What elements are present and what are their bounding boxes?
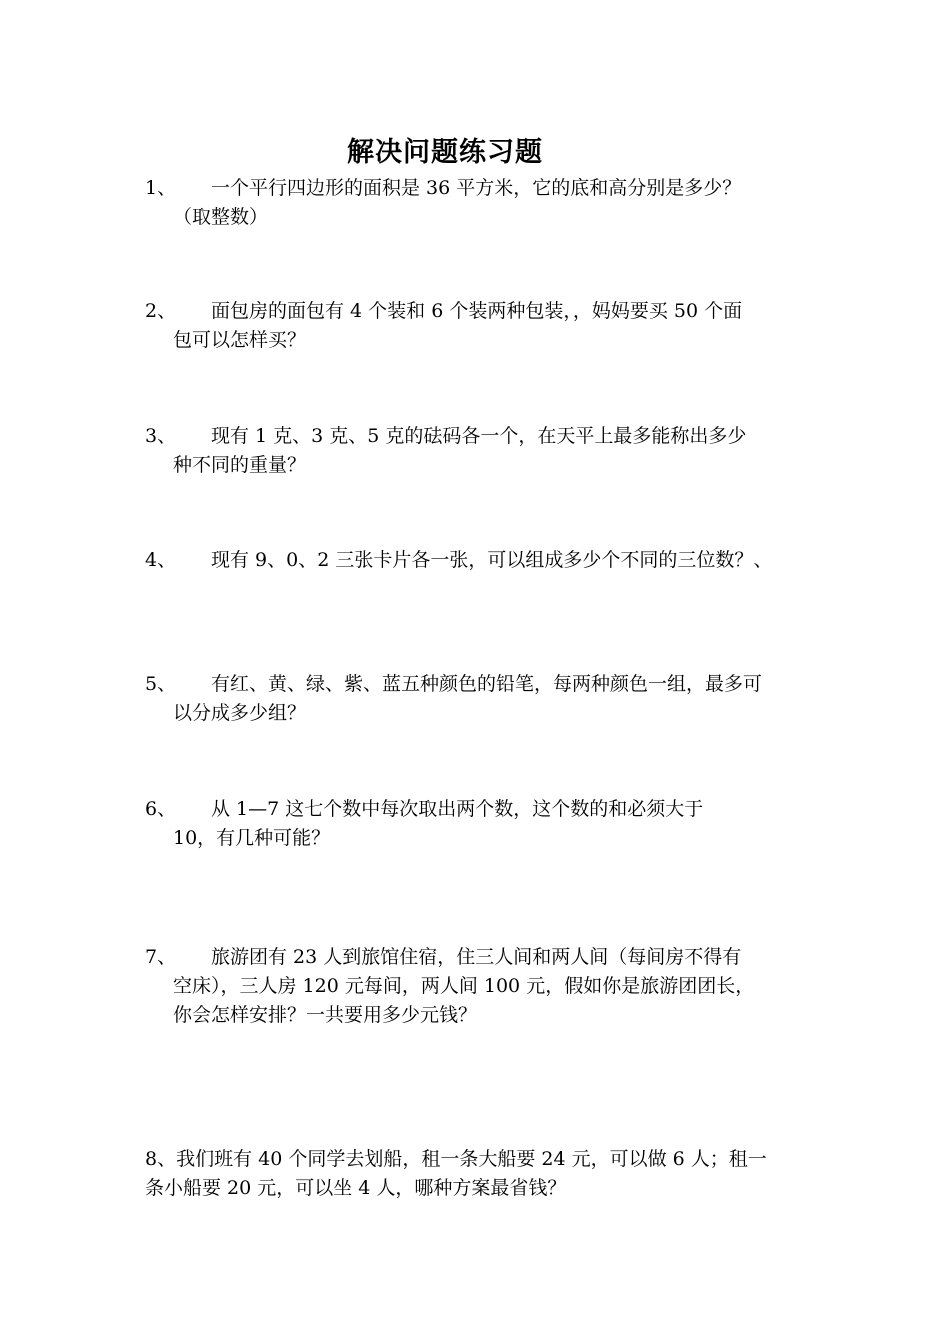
question-text-continued: 条小船要 20 元，可以坐 4 人，哪种方案最省钱？ bbox=[145, 1177, 567, 1199]
question-number: 5、 bbox=[145, 673, 177, 695]
question-number: 2、 bbox=[145, 300, 177, 322]
question-2 bbox=[145, 297, 825, 355]
question-text-continued: 以分成多少组？ bbox=[173, 702, 307, 724]
question-text-continued: （取整数） bbox=[173, 206, 269, 228]
question-7 bbox=[145, 943, 825, 1030]
question-text: 一个平行四边形的面积是 36 平方米，它的底和高分别是多少？ bbox=[211, 177, 742, 199]
question-text: 面包房的面包有 4 个装和 6 个装两种包装，，妈妈要买 50 个面 bbox=[211, 300, 743, 322]
question-text-continued: 种不同的重量？ bbox=[173, 454, 307, 476]
question-line bbox=[145, 546, 825, 575]
question-text: 从 1—7 这七个数中每次取出两个数，这个数的和必须大于 bbox=[211, 798, 704, 820]
page-title: 解决问题练习题 bbox=[347, 137, 543, 168]
question-line bbox=[145, 795, 825, 824]
question-number: 3、 bbox=[145, 425, 177, 447]
question-number: 1、 bbox=[145, 177, 177, 199]
question-text-continued: 你会怎样安排？一共要用多少元钱？ bbox=[173, 1004, 478, 1026]
question-1 bbox=[145, 174, 825, 232]
question-line bbox=[145, 422, 825, 451]
question-number: 6、 bbox=[145, 798, 177, 820]
question-5 bbox=[145, 670, 825, 728]
question-text-continued: 10，有几种可能？ bbox=[173, 827, 331, 849]
question-number: 4、 bbox=[145, 549, 177, 571]
question-text: 有红、黄、绿、紫、蓝五种颜色的铅笔，每两种颜色一组，最多可 bbox=[211, 673, 763, 695]
question-line bbox=[145, 943, 825, 972]
question-text: 现有 1 克、3 克、5 克的砝码各一个，在天平上最多能称出多少 bbox=[211, 425, 747, 447]
question-3 bbox=[145, 422, 825, 480]
question-text: 8、我们班有 40 个同学去划船，租一条大船要 24 元，可以做 6 人；租一 bbox=[145, 1148, 767, 1170]
question-text-continued: 包可以怎样买？ bbox=[173, 329, 307, 351]
question-text-continued: 空床），三人房 120 元每间，两人间 100 元，假如你是旅游团团长， bbox=[173, 975, 755, 997]
question-8 bbox=[145, 1145, 825, 1203]
question-4 bbox=[145, 546, 825, 575]
question-line bbox=[145, 670, 825, 699]
question-text: 现有 9、0、2 三张卡片各一张，可以组成多少个不同的三位数？、 bbox=[211, 549, 773, 571]
question-number: 7、 bbox=[145, 946, 177, 968]
question-6 bbox=[145, 795, 825, 853]
question-line bbox=[145, 297, 825, 326]
question-text: 旅游团有 23 人到旅馆住宿，住三人间和两人间（每间房不得有 bbox=[211, 946, 742, 968]
question-line bbox=[145, 174, 825, 203]
